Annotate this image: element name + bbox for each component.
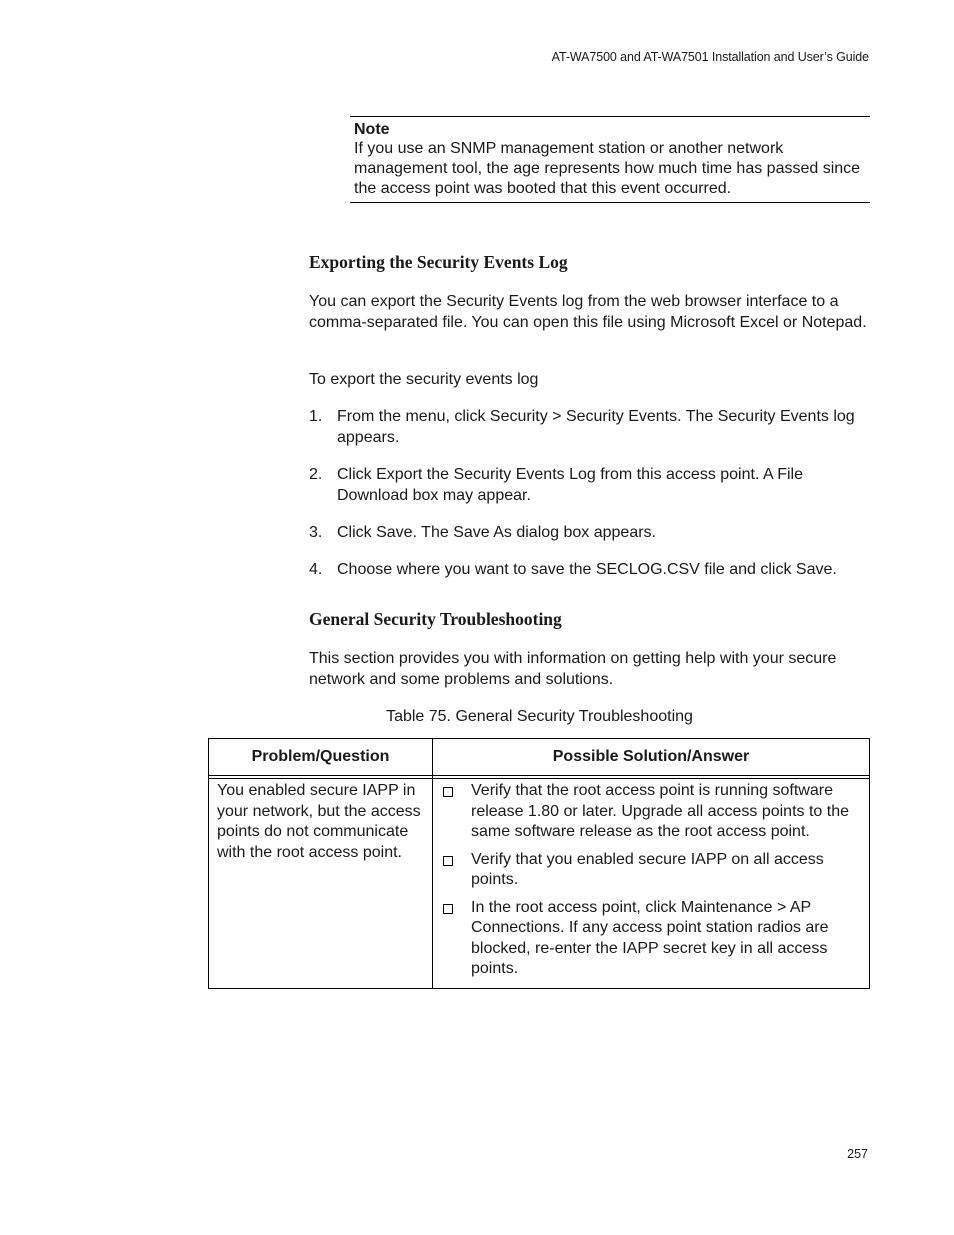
troubleshooting-intro-paragraph (309, 649, 871, 690)
troubleshooting-table (208, 738, 870, 989)
export-intro-text: You can export the Security Events log from the web browser interface to a comma-separated file. You can open this file using Microsoft Excel or Notepad. (309, 293, 867, 331)
export-step-1 (309, 407, 871, 448)
export-step-4 (309, 560, 871, 581)
export-step-2 (309, 465, 871, 506)
solution-text: Verify that the root access point is running software release 1.80 or later. Upgrade all access points to the same software release as the root access point. (471, 782, 849, 840)
table-row (209, 779, 870, 989)
step-number: 3. (309, 524, 323, 541)
step-number: 1. (309, 408, 323, 425)
note-text: If you use an SNMP management station or another network management tool, the age represents how much time has passed since the access point was booted that this event occurred. (354, 140, 861, 197)
table-caption: Table 75. General Security Troubleshooting (386, 708, 693, 725)
problem-cell: You enabled secure IAPP in your network, but the access points do not communicate with the root access point. (209, 779, 433, 989)
troubleshooting-intro-text: This section provides you with information on getting help with your secure network and some problems and solutions. (309, 650, 837, 688)
column-header-solution: Possible Solution/Answer (433, 739, 870, 776)
note-box (350, 116, 870, 203)
table-header-row (209, 739, 870, 776)
section-heading-export: Exporting the Security Events Log (309, 252, 568, 272)
checkbox-square-icon (443, 787, 453, 797)
solution-item (441, 781, 861, 843)
step-text: Click Save. The Save As dialog box appears. (337, 524, 656, 541)
solution-text: Verify that you enabled secure IAPP on all access points. (471, 850, 824, 888)
page-number: 257 (847, 1147, 868, 1161)
running-header: AT-WA7500 and AT-WA7501 Installation and User’s Guide (551, 50, 869, 64)
step-text: Choose where you want to save the SECLOG.CSV file and click Save. (337, 561, 837, 578)
section-heading-troubleshooting: General Security Troubleshooting (309, 609, 562, 629)
checkbox-square-icon (443, 856, 453, 866)
step-number: 2. (309, 466, 323, 483)
step-number: 4. (309, 561, 323, 578)
solution-item (441, 898, 861, 980)
column-header-problem: Problem/Question (209, 739, 433, 776)
export-step-3 (309, 523, 871, 544)
step-text: Click Export the Security Events Log from this access point. A File Download box may appear. (337, 466, 803, 504)
solution-text: In the root access point, click Maintenance > AP Connections. If any access point station radios are blocked, re-enter the IAPP secret key in all access points. (471, 898, 829, 977)
export-intro-paragraph (309, 292, 871, 333)
note-title: Note (354, 121, 390, 138)
checkbox-square-icon (443, 904, 453, 914)
solution-cell (433, 779, 870, 989)
step-text: From the menu, click Security > Security Events. The Security Events log appears. (337, 408, 855, 446)
export-lead-in: To export the security events log (309, 371, 539, 388)
solution-item (441, 850, 861, 891)
